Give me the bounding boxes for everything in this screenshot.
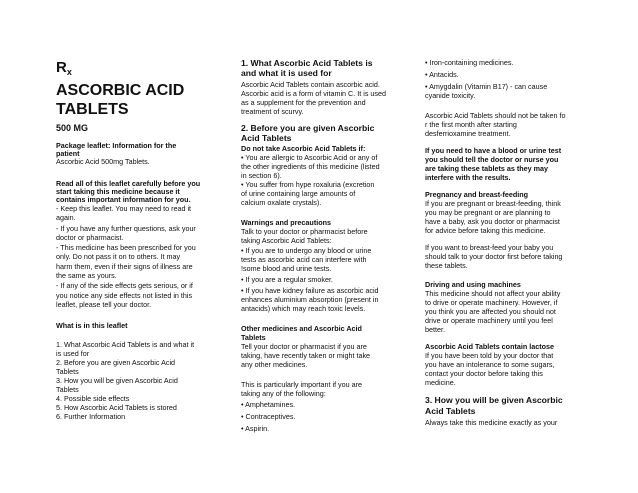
leaflet-subtitle: Ascorbic Acid 500mg Tablets. xyxy=(56,157,150,166)
desferrioxamine-note: Ascorbic Acid Tablets should not be taken fo xyxy=(425,111,566,120)
section-1-body: as a supplement for the prevention and xyxy=(241,98,366,107)
blood-test-warning: are taking these tablets as they may xyxy=(425,164,549,173)
read-notice: Read all of this leaflet carefully before you xyxy=(56,179,201,188)
section-3-heading-cont: Acid Tablets xyxy=(425,406,476,416)
pregnancy-body: have a baby, ask you doctor or pharmacist xyxy=(425,217,560,226)
blood-test-warning: If you need to have a blood or urine test xyxy=(425,146,562,155)
rx-symbol: $R_x$ xyxy=(56,59,72,77)
section-1-body: treatment of scurvy. xyxy=(241,107,304,116)
driving-heading: Driving and using machines xyxy=(425,280,521,289)
leaflet-heading: Package leaflet: Information for the xyxy=(56,141,177,150)
lactose-body: you have an intolerance to some sugars, xyxy=(425,360,555,369)
strength: 500 MG xyxy=(56,123,89,133)
instruction-line: you notice any side effects not listed in this xyxy=(56,291,193,300)
toc-item: 1. What Ascorbic Acid Tablets is and what it xyxy=(56,340,195,349)
toc-item: 3. How you will be given Ascorbic Acid xyxy=(56,376,178,385)
driving-body: better. xyxy=(425,325,445,334)
contents-heading: What is in this leaflet xyxy=(56,321,128,330)
lactose-body: medicine. xyxy=(425,378,456,387)
section-1-body: Ascorbic Acid Tablets contain ascorbic acid. xyxy=(241,80,380,89)
warnings-body: • If you are a regular smoker. xyxy=(241,275,334,284)
section-2-body: • You are allergic to Ascorbic Acid or any of xyxy=(241,153,378,162)
list-item: • Contraceptives. xyxy=(241,412,296,421)
desferrioxamine-note: desferrioxamine treatment. xyxy=(425,129,511,138)
warnings-body: • If you have kidney failure as ascorbic acid xyxy=(241,286,379,295)
instruction-line: - If you have any further questions, ask your xyxy=(56,224,196,233)
instruction-line: - Keep this leaflet. You may need to read it xyxy=(56,204,192,213)
pregnancy-body: If you are pregnant or breast-feeding, think xyxy=(425,199,561,208)
section-2-body: • You suffer from hype roxaluria (excretion xyxy=(241,180,375,189)
driving-body: you think you are affected you should not xyxy=(425,307,556,316)
driving-body: drive or operate machinery until you feel xyxy=(425,316,553,325)
lactose-heading: Ascorbic Acid Tablets contain lactose xyxy=(425,342,555,351)
driving-body: to drive or operate machinery. However, if xyxy=(425,298,558,307)
do-not-take-heading: Do not take Ascorbic Acid Tablets if: xyxy=(241,144,366,153)
toc-item: is used for xyxy=(56,349,90,358)
other-medicines-heading-cont: Tablets xyxy=(241,333,266,342)
other-medicines-heading: Other medicines and Ascorbic Acid xyxy=(241,324,362,333)
instruction-line: - If any of the side effects gets serious, or if xyxy=(56,281,193,290)
breastfeeding-body: these tablets. xyxy=(425,261,468,270)
read-notice: contains important information for you. xyxy=(56,195,191,204)
section-2-heading-cont: Acid Tablets xyxy=(241,133,292,143)
section-2-body: in section 6). xyxy=(241,171,282,180)
toc-item: 6. Further Information xyxy=(56,412,126,421)
instruction-line: - This medicine has been prescribed for you xyxy=(56,243,196,252)
warnings-body: Talk to your doctor or pharmacist before xyxy=(241,227,368,236)
section-1-body: Ascorbic acid is a form of vitamin C. It is used xyxy=(241,89,386,98)
list-item: • Amygdalin (Vitamin B17) - can cause xyxy=(425,82,548,91)
warnings-body: enhances aluminium absorption (present in xyxy=(241,295,379,304)
section-2-body: calcium oxalate crystals). xyxy=(241,198,322,207)
warnings-body: antacids) which may reach toxic levels. xyxy=(241,304,366,313)
blood-test-warning: you should tell the doctor or nurse you xyxy=(425,155,559,164)
title-line-1: ASCORBIC ACID xyxy=(56,82,185,99)
title-line-2: TABLETS xyxy=(56,101,129,118)
list-item-cont: cyanide toxicity. xyxy=(425,91,476,100)
toc-item: Tablets xyxy=(56,385,79,394)
toc-item: Tablets xyxy=(56,367,79,376)
breastfeeding-body: If you want to breast-feed your baby you xyxy=(425,243,554,252)
section-3-body: Always take this medicine exactly as your xyxy=(425,418,558,427)
section-1-heading-cont: and what it is used for xyxy=(241,68,332,78)
warnings-heading: Warnings and precautions xyxy=(241,218,331,227)
warnings-body: taking Ascorbic Acid Tablets: xyxy=(241,236,332,245)
pregnancy-body: you may be pregnant or are planning to xyxy=(425,208,551,217)
list-item: • Amphetamines. xyxy=(241,400,296,409)
section-2-body: of urine containing large amounts of xyxy=(241,189,356,198)
leaflet-heading-cont: patient xyxy=(56,149,80,158)
pregnancy-body: for advice before taking this medicine. xyxy=(425,226,546,235)
desferrioxamine-note: r the first month after starting xyxy=(425,120,517,129)
warnings-body: tests as ascorbic acid can interfere with xyxy=(241,255,367,264)
list-item: • Antacids. xyxy=(425,70,459,79)
section-2-body: the other ingredients of this medicine (listed xyxy=(241,162,380,171)
list-item: • Aspirin. xyxy=(241,424,270,433)
warnings-body: • If you are to undergo any blood or urine xyxy=(241,246,372,255)
important-note: taking any of the following: xyxy=(241,389,326,398)
warnings-body: !some blood and urine tests. xyxy=(241,264,332,273)
read-notice: start taking this medicine because it xyxy=(56,187,180,196)
section-1-heading: 1. What Ascorbic Acid Tablets is xyxy=(241,58,373,68)
instruction-line: leaflet, please tell your doctor. xyxy=(56,300,152,309)
instruction-line: harm them, even if their signs of illness are xyxy=(56,262,193,271)
lactose-body: If you have been told by your doctor that xyxy=(425,351,554,360)
driving-body: This medicine should not affect your ability xyxy=(425,289,561,298)
section-3-heading: 3. How you will be given Ascorbic xyxy=(425,395,563,405)
section-2-heading: 2. Before you are given Ascorbic xyxy=(241,123,375,133)
toc-item: 4. Possible side effects xyxy=(56,394,130,403)
lactose-body: contact your doctor before taking this xyxy=(425,369,543,378)
important-note: This is particularly important if you are xyxy=(241,380,363,389)
instruction-line: doctor or pharmacist. xyxy=(56,233,124,242)
breastfeeding-body: should talk to your doctor first before taking xyxy=(425,252,563,261)
toc-item: 2. Before you are given Ascorbic Acid xyxy=(56,358,176,367)
other-medicines-body: any other medicines. xyxy=(241,360,308,369)
instruction-line: the same as yours. xyxy=(56,271,117,280)
other-medicines-body: Tell your doctor or pharmacist if you are xyxy=(241,342,367,351)
toc-item: 5. How Ascorbic Acid Tablets is stored xyxy=(56,403,177,412)
blood-test-warning: interfere with the results. xyxy=(425,173,511,182)
pregnancy-heading: Pregnancy and breast-feeding xyxy=(425,190,529,199)
other-medicines-body: taking, have recently taken or might take xyxy=(241,351,371,360)
instruction-line: only. Do not pass it on to others. It may xyxy=(56,252,181,261)
instruction-line: again. xyxy=(56,213,76,222)
list-item: • Iron-containing medicines. xyxy=(425,58,514,67)
